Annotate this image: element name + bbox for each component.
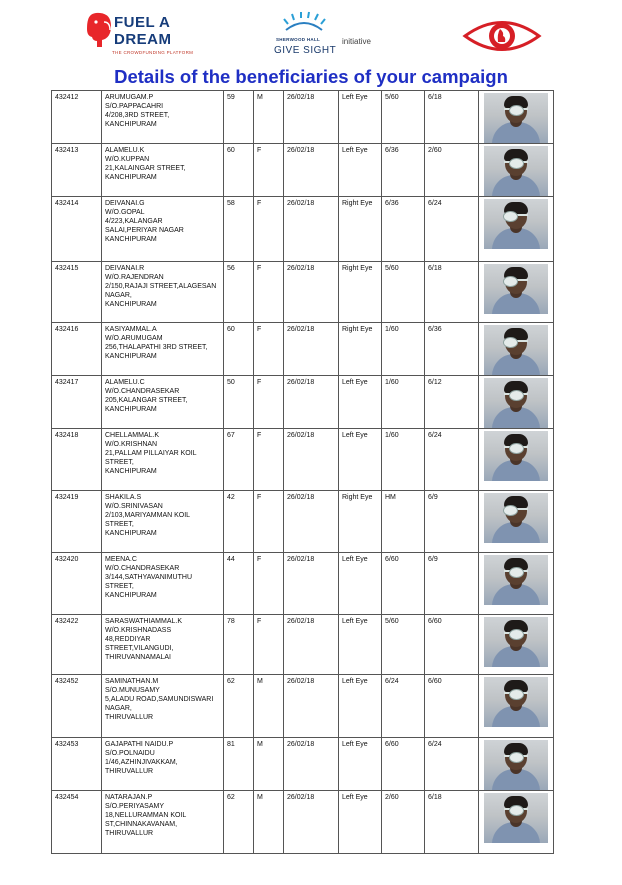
- beneficiary-pre: 2/60: [382, 791, 425, 854]
- beneficiary-sex: F: [254, 323, 284, 376]
- beneficiary-eye: Left Eye: [339, 429, 382, 491]
- beneficiary-date: 26/02/18: [284, 376, 339, 429]
- beneficiary-details: [102, 491, 224, 553]
- beneficiary-sex: F: [254, 376, 284, 429]
- beneficiary-eye: Left Eye: [339, 738, 382, 791]
- eye-patch-icon: [509, 158, 524, 169]
- beneficiary-age: 50: [224, 376, 254, 429]
- beneficiary-id: 432420: [52, 553, 102, 615]
- fuel-a-dream-logo: [84, 10, 194, 56]
- detail-line: ALAMELU.K: [105, 147, 145, 154]
- beneficiary-details: [102, 376, 224, 429]
- table-row: [52, 197, 554, 262]
- beneficiary-age: 56: [224, 262, 254, 323]
- patient-photo: [484, 555, 548, 605]
- elephant-icon: [84, 10, 114, 50]
- beneficiary-id: 432413: [52, 144, 102, 197]
- eye-emblem-logo: [462, 15, 542, 57]
- photo-cell: [479, 429, 554, 491]
- beneficiary-eye: Right Eye: [339, 491, 382, 553]
- patient-photo: [484, 199, 548, 249]
- table-row: [52, 262, 554, 323]
- detail-line: W/O.KRISHNADASS: [105, 627, 172, 634]
- eye-patch-icon: [503, 505, 518, 516]
- detail-line: SHAKILA.S: [105, 494, 142, 501]
- beneficiary-id: 432412: [52, 91, 102, 144]
- detail-line: W/O.CHANDRASEKAR: [105, 388, 180, 395]
- photo-cell: [479, 197, 554, 262]
- give-sight-logo: [268, 10, 378, 58]
- beneficiary-post: 6/12: [425, 376, 479, 429]
- beneficiary-sex: M: [254, 91, 284, 144]
- beneficiary-details: [102, 323, 224, 376]
- detail-line: ST,CHINNAKAVANAM,: [105, 821, 178, 828]
- detail-line: 21,PALLAM PILLAIYAR KOIL: [105, 450, 197, 457]
- beneficiary-id: 432418: [52, 429, 102, 491]
- detail-line: 5,ALADU ROAD,SAMUNDISWARI: [105, 696, 214, 703]
- table-row: [52, 429, 554, 491]
- beneficiary-date: 26/02/18: [284, 675, 339, 738]
- beneficiary-sex: F: [254, 615, 284, 675]
- eye-patch-icon: [509, 443, 524, 454]
- detail-line: KANCHIPURAM: [105, 121, 157, 128]
- photo-cell: [479, 91, 554, 144]
- beneficiary-post: 6/36: [425, 323, 479, 376]
- patient-photo: [484, 93, 548, 143]
- beneficiary-post: 6/24: [425, 429, 479, 491]
- beneficiary-age: 44: [224, 553, 254, 615]
- beneficiary-pre: 5/60: [382, 262, 425, 323]
- detail-line: STREET,: [105, 459, 134, 466]
- beneficiary-post: 6/18: [425, 91, 479, 144]
- beneficiary-pre: 6/60: [382, 553, 425, 615]
- beneficiary-details: [102, 791, 224, 854]
- beneficiary-post: 6/60: [425, 675, 479, 738]
- detail-line: KANCHIPURAM: [105, 406, 157, 413]
- beneficiary-pre: HM: [382, 491, 425, 553]
- detail-line: THIRUVALLUR: [105, 830, 154, 837]
- table-row: [52, 491, 554, 553]
- table-row: [52, 144, 554, 197]
- eye-patch-icon: [503, 276, 518, 287]
- beneficiary-id: 432417: [52, 376, 102, 429]
- beneficiary-details: [102, 675, 224, 738]
- detail-line: 256,THALAPATHI 3RD STREET,: [105, 344, 208, 351]
- eye-emblem-icon: [462, 15, 542, 57]
- photo-cell: [479, 738, 554, 791]
- beneficiary-age: 60: [224, 144, 254, 197]
- beneficiary-post: 6/18: [425, 262, 479, 323]
- photo-cell: [479, 791, 554, 854]
- give-sight-org: SHERWOOD HALL: [276, 37, 321, 42]
- patient-photo: [484, 264, 548, 314]
- table-row: [52, 323, 554, 376]
- beneficiary-date: 26/02/18: [284, 553, 339, 615]
- beneficiary-eye: Left Eye: [339, 91, 382, 144]
- beneficiary-age: 58: [224, 197, 254, 262]
- detail-line: S/O.MUNUSAMY: [105, 687, 160, 694]
- detail-line: KANCHIPURAM: [105, 530, 157, 537]
- detail-line: 1/46,AZHINJIVAKKAM,: [105, 759, 178, 766]
- beneficiary-pre: 6/60: [382, 738, 425, 791]
- beneficiary-details: [102, 738, 224, 791]
- table-row: [52, 553, 554, 615]
- beneficiaries-table: [51, 90, 554, 854]
- beneficiary-date: 26/02/18: [284, 91, 339, 144]
- detail-line: 3/144,SATHYAVANIMUTHU: [105, 574, 193, 581]
- beneficiary-id: 432454: [52, 791, 102, 854]
- beneficiary-date: 26/02/18: [284, 738, 339, 791]
- beneficiary-details: [102, 197, 224, 262]
- beneficiary-date: 26/02/18: [284, 262, 339, 323]
- detail-line: THIRUVALLUR: [105, 768, 154, 775]
- detail-line: W/O.KUPPAN: [105, 156, 150, 163]
- detail-line: KANCHIPURAM: [105, 592, 157, 599]
- photo-cell: [479, 323, 554, 376]
- detail-line: ALAMELU.C: [105, 379, 145, 386]
- detail-line: NAGAR,: [105, 292, 132, 299]
- beneficiary-date: 26/02/18: [284, 144, 339, 197]
- beneficiary-post: 2/60: [425, 144, 479, 197]
- detail-line: KASIYAMMAL.A: [105, 326, 157, 333]
- beneficiary-age: 67: [224, 429, 254, 491]
- detail-line: THIRUVANNAMALAI: [105, 654, 171, 661]
- patient-photo: [484, 378, 548, 428]
- detail-line: SAMINATHAN.M: [105, 678, 159, 685]
- beneficiary-age: 60: [224, 323, 254, 376]
- beneficiary-eye: Left Eye: [339, 144, 382, 197]
- table-row: [52, 675, 554, 738]
- beneficiary-eye: Left Eye: [339, 675, 382, 738]
- beneficiary-age: 59: [224, 91, 254, 144]
- beneficiary-sex: M: [254, 791, 284, 854]
- beneficiary-sex: F: [254, 429, 284, 491]
- beneficiary-date: 26/02/18: [284, 615, 339, 675]
- eye-patch-icon: [509, 752, 524, 763]
- detail-line: KANCHIPURAM: [105, 353, 157, 360]
- beneficiary-post: 6/9: [425, 553, 479, 615]
- beneficiary-age: 62: [224, 791, 254, 854]
- beneficiary-sex: M: [254, 738, 284, 791]
- fuel-logo-line2: DREAM: [114, 31, 172, 48]
- patient-photo: [484, 146, 548, 196]
- detail-line: W/O.RAJENDRAN: [105, 274, 164, 281]
- photo-cell: [479, 262, 554, 323]
- table-row: [52, 376, 554, 429]
- detail-line: 48,REDDIYAR: [105, 636, 151, 643]
- beneficiary-pre: 6/24: [382, 675, 425, 738]
- eye-patch-icon: [509, 390, 524, 401]
- beneficiary-eye: Left Eye: [339, 791, 382, 854]
- beneficiary-age: 78: [224, 615, 254, 675]
- patient-photo: [484, 325, 548, 375]
- detail-line: KANCHIPURAM: [105, 301, 157, 308]
- beneficiary-sex: F: [254, 491, 284, 553]
- beneficiary-date: 26/02/18: [284, 197, 339, 262]
- table-row: [52, 615, 554, 675]
- beneficiary-eye: Left Eye: [339, 553, 382, 615]
- detail-line: W/O.SRINIVASAN: [105, 503, 163, 510]
- beneficiary-pre: 5/60: [382, 615, 425, 675]
- detail-line: 18,NELLURAMMAN KOIL: [105, 812, 187, 819]
- detail-line: 4/223,KALANGAR: [105, 218, 163, 225]
- give-sight-name: GIVE SIGHT: [274, 45, 337, 56]
- eye-patch-icon: [503, 211, 518, 222]
- photo-cell: [479, 553, 554, 615]
- beneficiary-post: 6/24: [425, 197, 479, 262]
- detail-line: ARUMUGAM.P: [105, 94, 154, 101]
- beneficiary-pre: 6/36: [382, 144, 425, 197]
- beneficiary-pre: 1/60: [382, 376, 425, 429]
- beneficiary-sex: F: [254, 553, 284, 615]
- beneficiary-post: 6/60: [425, 615, 479, 675]
- beneficiary-eye: Left Eye: [339, 615, 382, 675]
- detail-line: 4/208,3RD STREET,: [105, 112, 170, 119]
- sun-rays-icon: [274, 10, 334, 36]
- patient-photo: [484, 793, 548, 843]
- beneficiary-pre: 5/60: [382, 91, 425, 144]
- beneficiary-details: [102, 429, 224, 491]
- eye-patch-icon: [509, 629, 524, 640]
- beneficiary-sex: M: [254, 675, 284, 738]
- give-sight-suffix: initiative: [342, 37, 371, 46]
- beneficiary-post: 6/9: [425, 491, 479, 553]
- table-row: [52, 91, 554, 144]
- beneficiary-id: 432415: [52, 262, 102, 323]
- beneficiary-id: 432414: [52, 197, 102, 262]
- detail-line: KANCHIPURAM: [105, 468, 157, 475]
- photo-cell: [479, 491, 554, 553]
- photo-cell: [479, 144, 554, 197]
- beneficiary-details: [102, 615, 224, 675]
- beneficiary-eye: Right Eye: [339, 262, 382, 323]
- detail-line: NATARAJAN.P: [105, 794, 153, 801]
- detail-line: DEIVANAI.G: [105, 200, 145, 207]
- detail-line: SARASWATHIAMMAL.K: [105, 618, 183, 625]
- photo-cell: [479, 615, 554, 675]
- detail-line: S/O.POLNAIDU: [105, 750, 155, 757]
- table-row: [52, 738, 554, 791]
- beneficiary-age: 62: [224, 675, 254, 738]
- photo-cell: [479, 675, 554, 738]
- beneficiary-date: 26/02/18: [284, 429, 339, 491]
- beneficiary-age: 81: [224, 738, 254, 791]
- beneficiary-pre: 1/60: [382, 323, 425, 376]
- fuel-logo-line1: FUEL A: [114, 14, 171, 31]
- beneficiary-pre: 1/60: [382, 429, 425, 491]
- patient-photo: [484, 740, 548, 790]
- detail-line: NAGAR,: [105, 705, 132, 712]
- patient-photo: [484, 431, 548, 481]
- detail-line: SALAI,PERIYAR NAGAR: [105, 227, 184, 234]
- detail-line: KANCHIPURAM: [105, 236, 157, 243]
- beneficiary-id: 432416: [52, 323, 102, 376]
- beneficiary-date: 26/02/18: [284, 491, 339, 553]
- beneficiary-post: 6/18: [425, 791, 479, 854]
- detail-line: THIRUVALLUR: [105, 714, 154, 721]
- detail-line: CHELLAMMAL.K: [105, 432, 160, 439]
- detail-line: GAJAPATHI NAIDU.P: [105, 741, 174, 748]
- beneficiary-id: 432419: [52, 491, 102, 553]
- beneficiary-post: 6/24: [425, 738, 479, 791]
- beneficiary-eye: Left Eye: [339, 376, 382, 429]
- beneficiary-details: [102, 91, 224, 144]
- detail-line: 2/103,MARIYAMMAN KOIL: [105, 512, 191, 519]
- eye-patch-icon: [509, 105, 524, 116]
- beneficiary-age: 42: [224, 491, 254, 553]
- detail-line: STREET,: [105, 583, 134, 590]
- detail-line: 205,KALANGAR STREET,: [105, 397, 188, 404]
- detail-line: W/O.ARUMUGAM: [105, 335, 163, 342]
- detail-line: 2/150,RAJAJI STREET,ALAGESAN: [105, 283, 217, 290]
- beneficiary-sex: F: [254, 262, 284, 323]
- table-row: [52, 791, 554, 854]
- patient-photo: [484, 617, 548, 667]
- eye-patch-icon: [503, 337, 518, 348]
- detail-line: MEENA.C: [105, 556, 137, 563]
- detail-line: W/O.KRISHNAN: [105, 441, 158, 448]
- eye-patch-icon: [509, 567, 524, 578]
- beneficiary-pre: 6/36: [382, 197, 425, 262]
- eye-patch-icon: [509, 805, 524, 816]
- beneficiary-date: 26/02/18: [284, 323, 339, 376]
- detail-line: KANCHIPURAM: [105, 174, 157, 181]
- page-header: [0, 0, 622, 90]
- detail-line: W/O.CHANDRASEKAR: [105, 565, 180, 572]
- beneficiary-details: [102, 553, 224, 615]
- beneficiary-id: 432452: [52, 675, 102, 738]
- detail-line: S/O.PERIYASAMY: [105, 803, 164, 810]
- detail-line: S/O.PAPPACAHRI: [105, 103, 164, 110]
- beneficiary-id: 432422: [52, 615, 102, 675]
- beneficiary-date: 26/02/18: [284, 791, 339, 854]
- beneficiary-eye: Right Eye: [339, 323, 382, 376]
- detail-line: 21,KALAINGAR STREET,: [105, 165, 186, 172]
- detail-line: STREET,: [105, 521, 134, 528]
- patient-photo: [484, 493, 548, 543]
- beneficiary-eye: Right Eye: [339, 197, 382, 262]
- beneficiary-id: 432453: [52, 738, 102, 791]
- eye-patch-icon: [509, 689, 524, 700]
- detail-line: W/O.GOPAL: [105, 209, 145, 216]
- patient-photo: [484, 677, 548, 727]
- beneficiary-details: [102, 262, 224, 323]
- page-title: Details of the beneficiaries of your campaign: [114, 66, 508, 87]
- detail-line: DEIVANAI.R: [105, 265, 145, 272]
- beneficiary-details: [102, 144, 224, 197]
- beneficiary-sex: F: [254, 197, 284, 262]
- fuel-logo-tagline: THE CROWDFUNDING PLATFORM: [112, 50, 194, 55]
- photo-cell: [479, 376, 554, 429]
- beneficiary-sex: F: [254, 144, 284, 197]
- detail-line: STREET,VILANGUDI,: [105, 645, 174, 652]
